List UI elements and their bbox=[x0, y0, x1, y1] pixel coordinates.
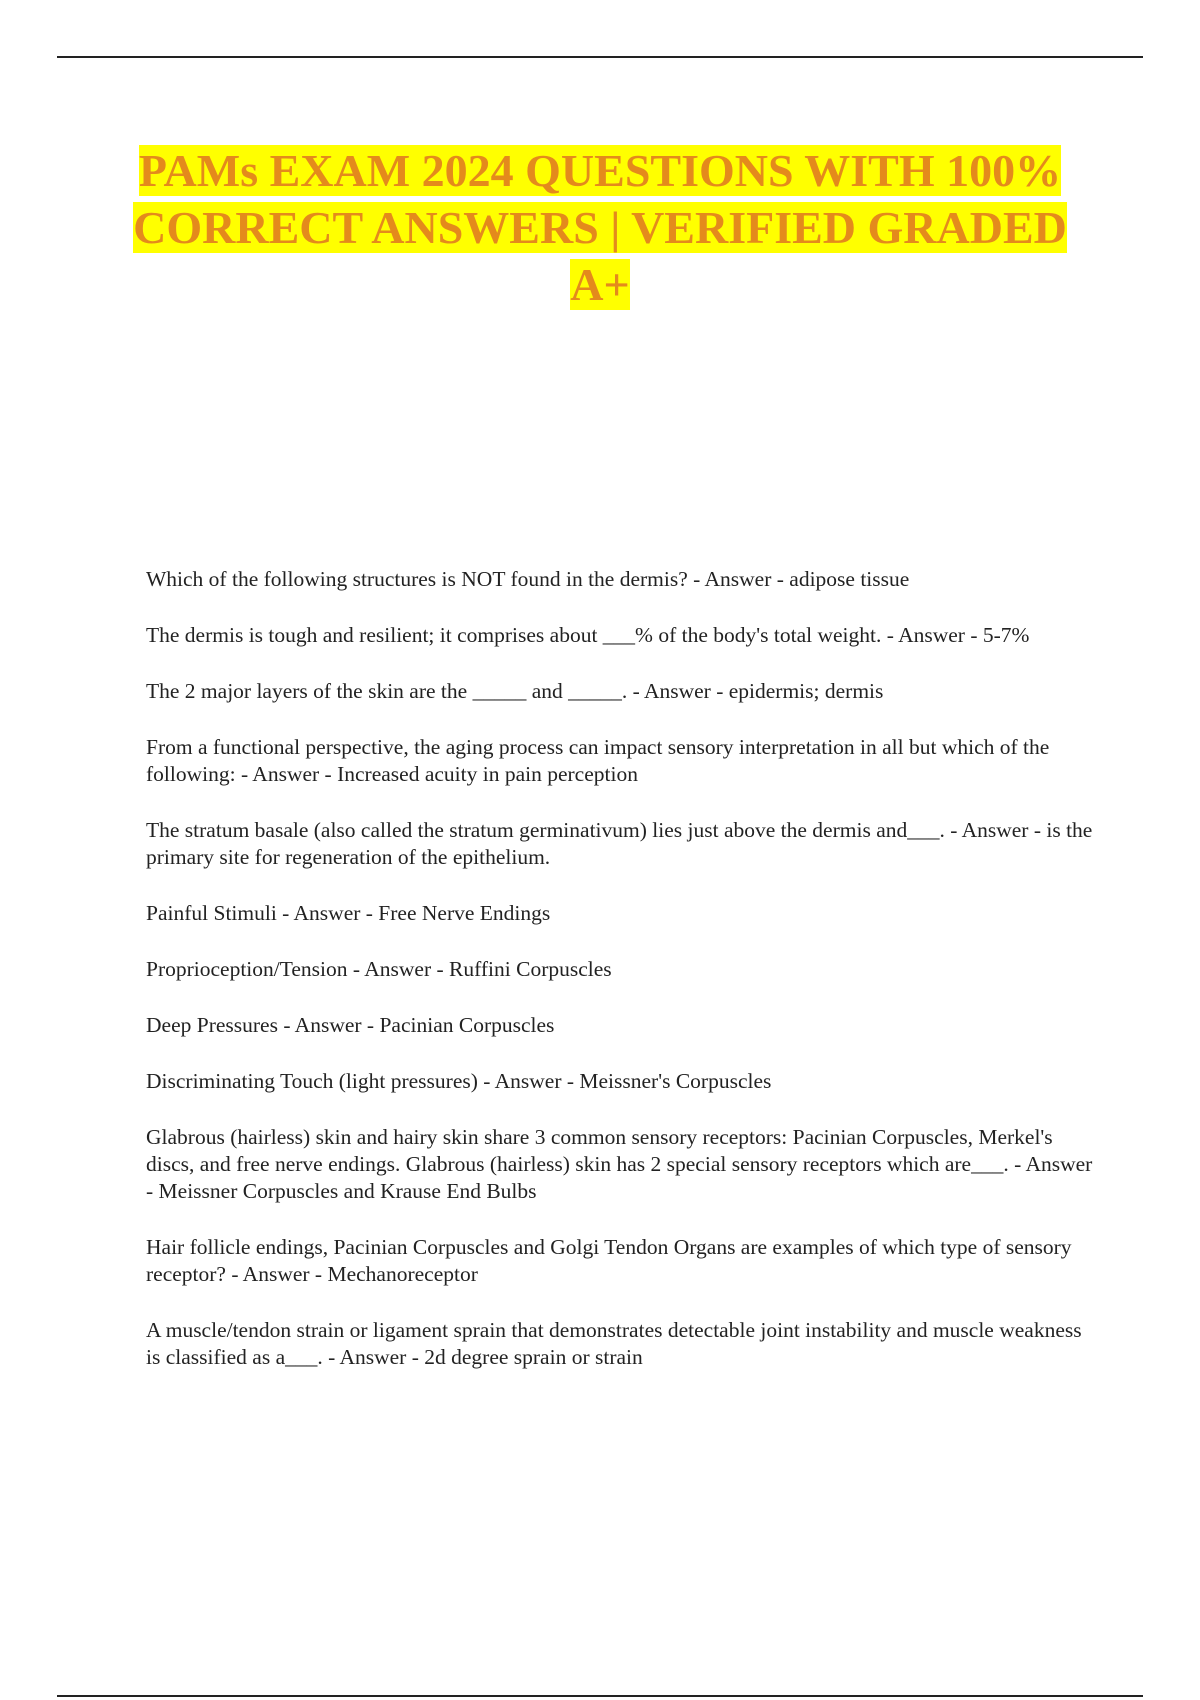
qa-item: Painful Stimuli - Answer - Free Nerve Endings bbox=[146, 901, 551, 925]
title-block bbox=[100, 142, 1100, 313]
qa-list bbox=[146, 566, 1096, 1400]
qa-item: Hair follicle endings, Pacinian Corpuscles and Golgi Tendon Organs are examples of which type of sensory receptor? - Answer - Mechanoreceptor bbox=[146, 1235, 1072, 1286]
document-title: PAMs EXAM 2024 QUESTIONS WITH 100% CORRECT ANSWERS | VERIFIED GRADED A+ bbox=[133, 145, 1067, 310]
qa-item: Proprioception/Tension - Answer - Ruffini Corpuscles bbox=[146, 957, 612, 981]
bottom-rule bbox=[57, 1695, 1143, 1697]
qa-item: The dermis is tough and resilient; it comprises about ___% of the body's total weight. - Answer - 5-7% bbox=[146, 623, 1030, 647]
qa-item: Discriminating Touch (light pressures) - Answer - Meissner's Corpuscles bbox=[146, 1069, 772, 1093]
qa-item: From a functional perspective, the aging process can impact sensory interpretation in all but which of the following: - Answer - Increased acuity in pain perception bbox=[146, 735, 1050, 786]
qa-item: The 2 major layers of the skin are the _____ and _____. - Answer - epidermis; dermis bbox=[146, 679, 884, 703]
qa-item: A muscle/tendon strain or ligament sprain that demonstrates detectable joint instability and muscle weakness is classified as a___. - Answer - 2d degree sprain or strain bbox=[146, 1318, 1082, 1369]
qa-item: The stratum basale (also called the stratum germinativum) lies just above the dermis and___. - Answer - is the primary site for regeneration of the epithelium. bbox=[146, 818, 1093, 869]
qa-item: Deep Pressures - Answer - Pacinian Corpuscles bbox=[146, 1013, 555, 1037]
qa-item: Which of the following structures is NOT found in the dermis? - Answer - adipose tissue bbox=[146, 567, 910, 591]
qa-item: Glabrous (hairless) skin and hairy skin share 3 common sensory receptors: Pacinian Corpuscles, Merkel's discs, and free nerve endings. Glabrous (hairless) skin has 2 special sensory receptors which are___. - Answer - Meissner Corpuscles and Krause End Bulbs bbox=[146, 1125, 1093, 1203]
top-rule bbox=[57, 56, 1143, 58]
